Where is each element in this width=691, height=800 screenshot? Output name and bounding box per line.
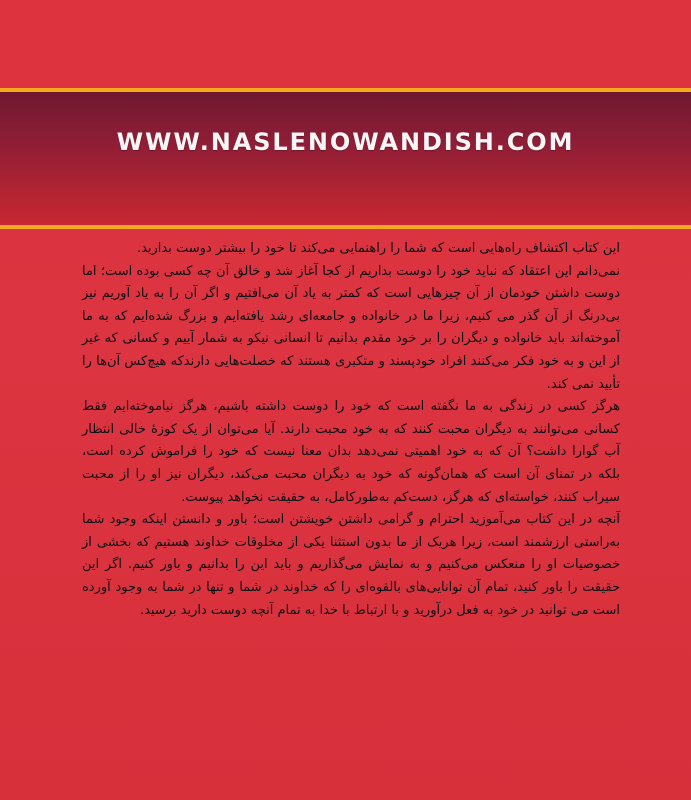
top-red-strip — [0, 0, 691, 88]
bottom-gold-divider — [0, 225, 691, 229]
cover-description — [82, 238, 620, 622]
paragraph-2: نمی‌دانم این اعتقاد که نباید خود را دوست بداریم از کجا آغاز شد و خالق آن چه کسی بوده است؛ اما دوست داشتن خودمان از آن چیزهایی است که کمتر به یاد آن می‌افتیم و اگر آن را به یاد آوریم نیز بی‌درنگ از آن گذر می کنیم، زیرا ما در خانواده و جامعه‌ای رشد یافته‌ایم و بزرگ شده‌ایم که به ما آموخته‌اند باید خانواده و دیگران را بر خود مقدم بدانیم تا انسانی نیکو به شمار آییم و کسانی که غیر از این و به خود فکر می‌کنند افراد خودپسند و متکبری هستند که خصلت‌هایی دارندکه هیچ‌کس آن‌ها را تأیید نمی کند. — [82, 263, 620, 392]
paragraph-1: این کتاب اکتشاف راه‌هایی است که شما را راهنمایی می‌کند تا خود را بیشتر دوست بدارید. — [136, 241, 620, 256]
paragraph-3: هرگز کسی در زندگی به ما نگفته است که خود را دوست داشته باشیم، هرگز نیاموخته‌ایم فقط کسانی می‌توانند به دیگران محبت کنند که به خود محبت دارند. آیا می‌توان از یک کوزهٔ خالی انتظار آب گوارا داشت؟ آن که به خود اهمیتی نمی‌دهد بدان معنا نیست که خود را فراموش کرده است، بلکه در تمنای آن است که همان‌گونه که خود به دیگران محبت می‌کند، دیگران نیز او را از محبت سیراب کنند، خواسته‌ای که هرگز، دست‌کم به‌طور‌کامل، به حقیقت نخواهد پیوست. — [82, 399, 620, 505]
website-address: WWW.NASLENOWANDISH.COM — [116, 128, 575, 156]
website-banner — [0, 92, 691, 225]
paragraph-4: آنچه در این کتاب می‌آموزید احترام و گرامی داشتن خویشتن است؛ باور و دانستن اینکه وجود شما به‌راستی ارزشمند است، زیرا هریک از ما بدون استثنا یکی از مخلوقات خداوند هستیم که بخشی از خصوصیات او را منعکس می‌کنیم و به نمایش می‌گذاریم و باید این را بدانیم و باور کنیم. اگر این حقیقت را باور کنید، تمام آن توانایی‌های بالقوه‌ای را که خداوند در شما و تنها در شما به وجود آورده است می توانید در خود به فعل درآورید و با ارتباط با خدا به تمام آنچه دوست دارید برسید. — [82, 512, 620, 618]
